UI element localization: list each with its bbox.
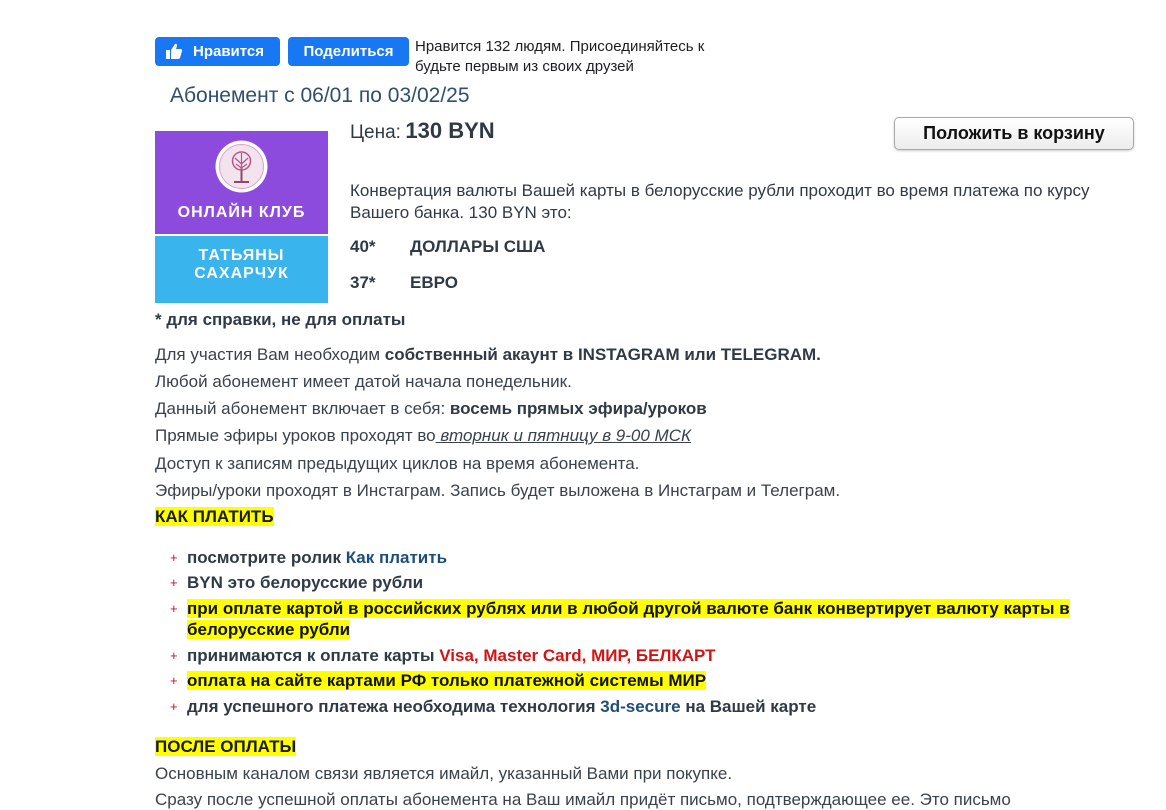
plus-bullet-icon: +	[170, 699, 178, 714]
product-image[interactable]	[155, 131, 328, 303]
product-title: Абонемент с 06/01 по 03/02/25	[170, 84, 470, 107]
pay-item-cards-text: принимаются к оплате карты	[187, 646, 440, 665]
info-line-schedule-days: вторник и пятницу в 9-00 МСК	[435, 426, 691, 445]
product-image-text-name-2: САХАРЧУК	[194, 265, 289, 282]
product-image-text-name-1: ТАТЬЯНЫ	[198, 247, 285, 264]
share-button-label: Поделиться	[303, 43, 394, 60]
conversion-text: Конвертация валюты Вашей карты в белорусские рубли проходит во время платежа по курсу Вашего банка. 130 BYN это:	[350, 181, 1090, 222]
like-count-line-1: Нравится 132 людям. Присоединяйтесь к	[415, 38, 705, 55]
info-line-includes-text: Данный абонемент включает в себя:	[155, 399, 450, 418]
thumbs-up-icon	[165, 42, 187, 62]
conversion-row-usd	[350, 237, 545, 257]
pay-item-3dsecure-tail: на Вашей карте	[680, 697, 817, 716]
share-button[interactable]	[288, 37, 409, 66]
info-line-records: Доступ к записям предыдущих циклов на время абонемента.	[155, 454, 640, 473]
plus-bullet-icon: +	[170, 575, 178, 590]
pay-item-3dsecure-text: для успешного платежа необходима технология	[187, 697, 601, 716]
info-line-includes-bold: восемь прямых эфира/уроков	[449, 399, 707, 418]
conversion-currency-usd: ДОЛЛАРЫ США	[410, 237, 546, 256]
how-to-pay-heading-text: КАК ПЛАТИТЬ	[155, 507, 274, 526]
conversion-amount-eur: 37*	[350, 273, 376, 292]
pay-item-byn-text: BYN это белорусские рубли	[187, 573, 424, 592]
like-count-line-2: будьте первым из своих друзей	[415, 58, 634, 75]
conversion-row-eur	[350, 273, 458, 293]
pay-item-video-text: посмотрите ролик	[187, 548, 346, 567]
pay-item-byn	[170, 572, 424, 593]
how-to-pay-link[interactable]: Как платить	[345, 548, 448, 567]
pay-item-mir-text: оплата на сайте картами РФ только платежной системы МИР	[187, 671, 707, 690]
info-line-account-bold: собственный акаунт в INSTAGRAM или TELEGRAM.	[384, 345, 821, 364]
after-payment-line-1: Основным каналом связи является имайл, указанный Вами при покупке.	[155, 764, 733, 783]
info-line-account	[155, 344, 821, 366]
how-to-pay-heading	[155, 507, 274, 527]
info-line-platform: Эфиры/уроки проходят в Инстаграм. Запись будет выложена в Инстаграм и Телеграм.	[155, 481, 841, 500]
plus-bullet-icon: +	[170, 648, 178, 663]
info-line-includes	[155, 398, 707, 420]
pay-item-cards-list: Visa, Master Card, МИР, БЕЛКАРТ	[439, 646, 716, 665]
product-image-text-name	[155, 247, 328, 283]
pay-item-conversion-text: при оплате картой в российских рублях или в любой другой валюте банк конвертирует валюту карты в белорусские рубли	[187, 599, 1070, 639]
like-count-text	[415, 37, 745, 75]
info-line-schedule	[155, 425, 691, 447]
price-line	[350, 118, 495, 144]
product-image-text-club: ОНЛАЙН КЛУБ	[177, 204, 306, 221]
price-label: Цена:	[350, 122, 401, 143]
tree-logo-icon	[214, 139, 269, 194]
after-payment-heading	[155, 737, 296, 757]
plus-bullet-icon: +	[170, 601, 178, 616]
pay-item-conversion	[170, 598, 1117, 640]
pay-item-mir	[170, 670, 707, 691]
conversion-currency-eur: ЕВРО	[410, 273, 458, 292]
plus-bullet-icon: +	[170, 550, 178, 565]
after-payment-heading-text: ПОСЛЕ ОПЛАТЫ	[155, 737, 297, 756]
info-line-start-day: Любой абонемент имеет датой начала понедельник.	[155, 372, 572, 391]
price-value: 130 BYN	[405, 118, 495, 143]
info-line-schedule-text: Прямые эфиры уроков проходят во	[155, 426, 436, 445]
conversion-amount-usd: 40*	[350, 237, 376, 256]
add-to-cart-button[interactable]: Положить в корзину	[894, 117, 1134, 150]
pay-item-video	[170, 547, 448, 568]
reference-note: * для справки, не для оплаты	[155, 310, 406, 329]
pay-item-cards	[170, 645, 716, 666]
like-button[interactable]	[155, 37, 280, 66]
after-payment-line-2: Сразу после успешной оплаты абонемента на Ваш имайл придёт письмо, подтверждающее ее. Это письмо	[155, 790, 1011, 809]
info-line-account-text: Для участия Вам необходим	[155, 345, 385, 364]
pay-item-3dsecure	[170, 696, 817, 717]
3d-secure-link[interactable]: 3d-secure	[600, 697, 681, 716]
plus-bullet-icon: +	[170, 673, 178, 688]
like-button-label: Нравится	[193, 43, 265, 60]
